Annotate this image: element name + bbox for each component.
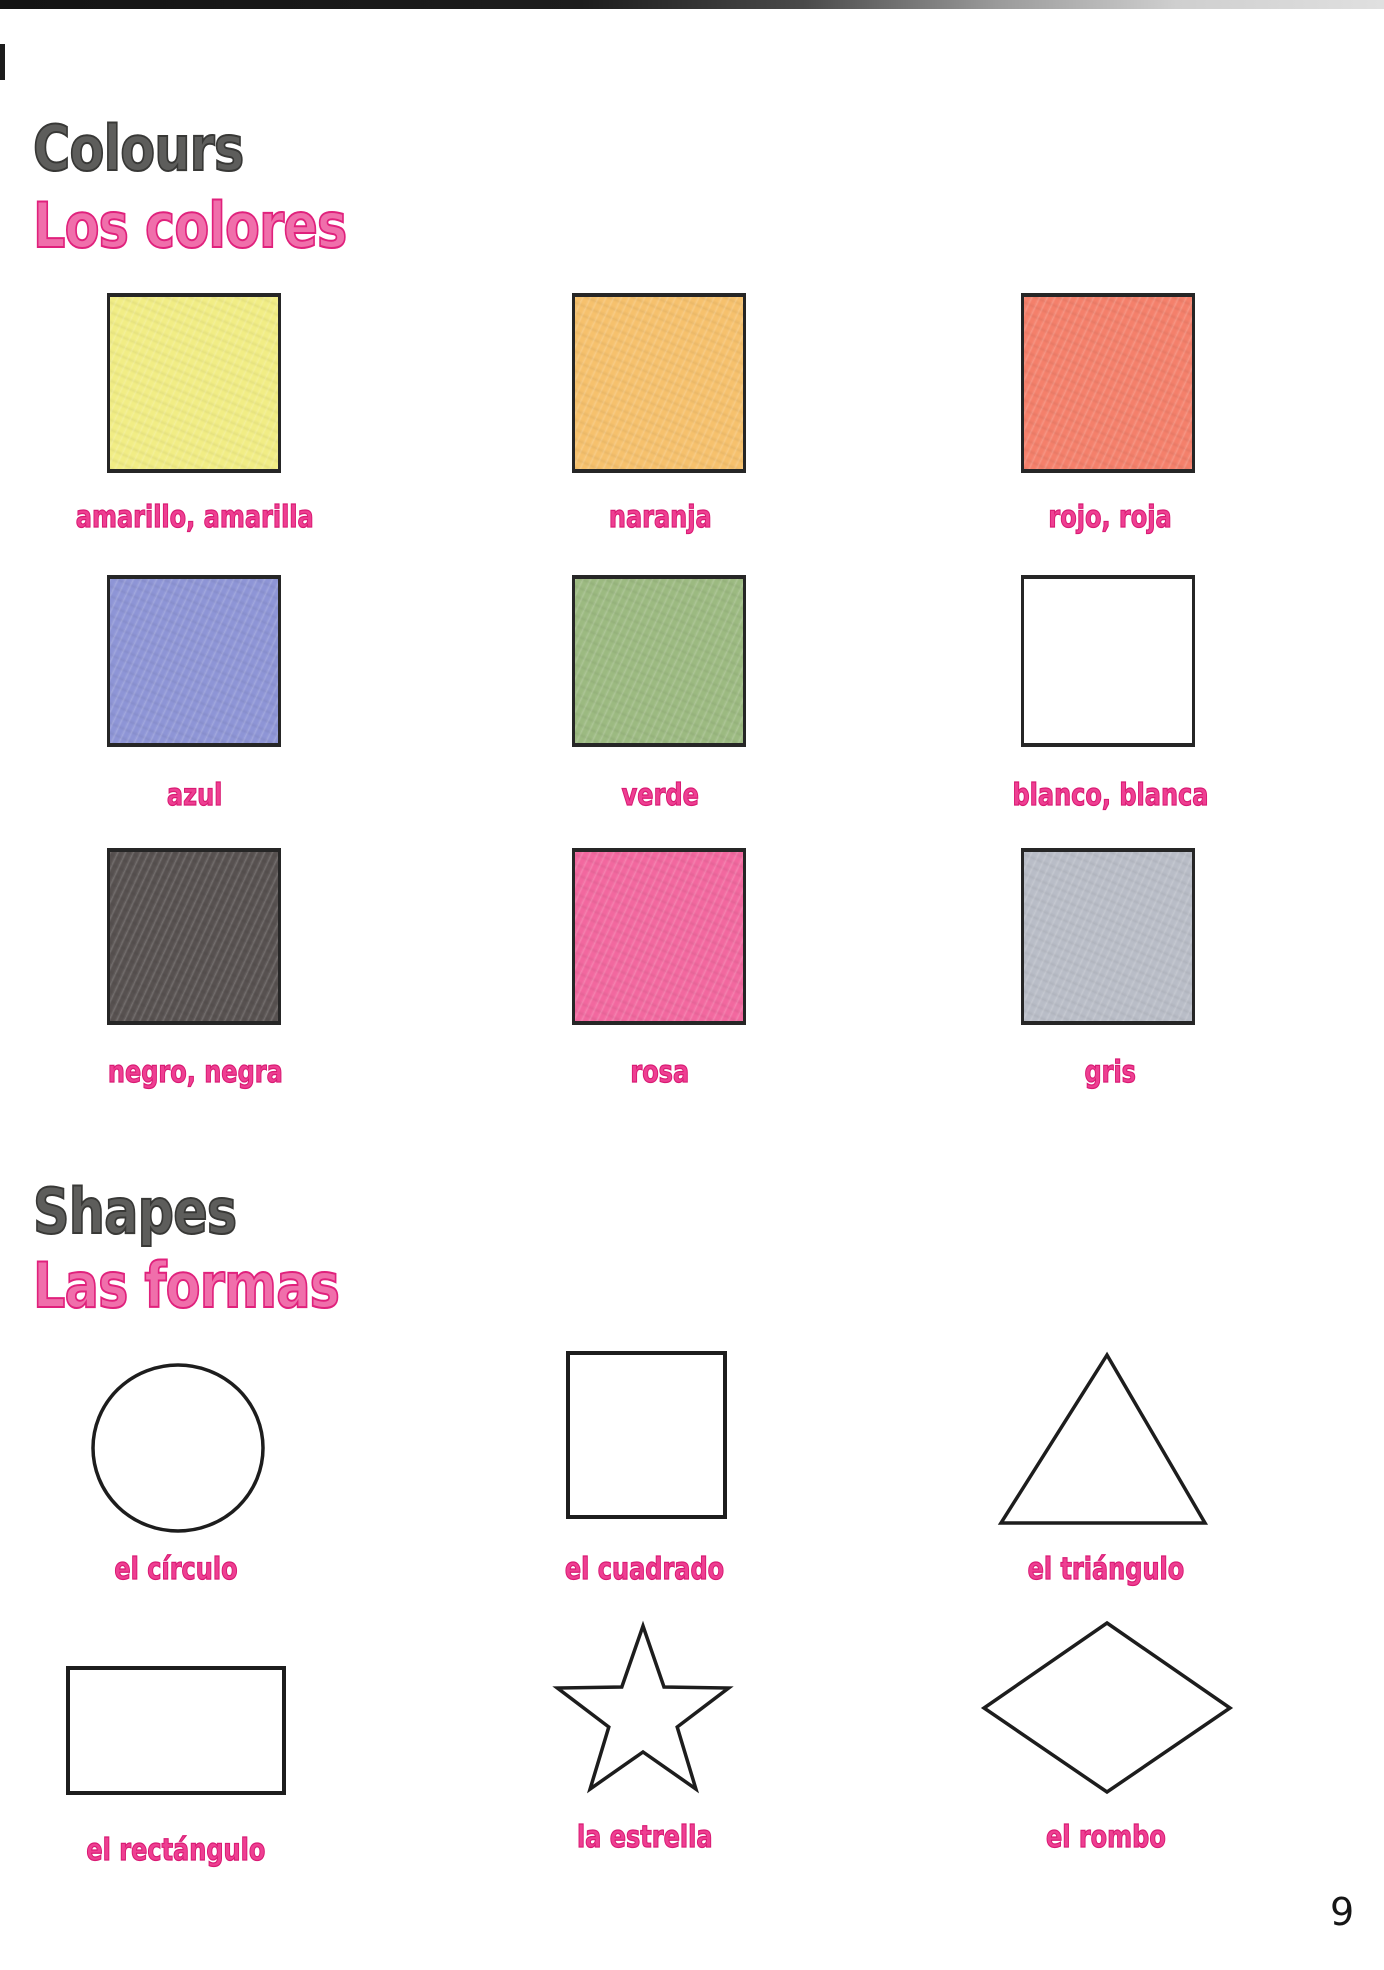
colours-heading-english: [33, 112, 290, 185]
shapes-heading-english: [33, 1175, 281, 1248]
page-number: 9: [1330, 1890, 1355, 1934]
shape-label-triangulo-text: el triángulo: [1027, 1552, 1185, 1587]
swatch-green: [572, 575, 746, 747]
colours-heading-english-text: Colours: [33, 112, 244, 185]
colour-label-naranja-text: naranja: [608, 500, 712, 535]
shape-label-rectangulo: [0, 1833, 371, 1869]
left-edge-scan-mark: [0, 44, 5, 80]
shape-label-rombo: [911, 1820, 1301, 1856]
star-shape: [545, 1618, 741, 1804]
shape-label-circulo: [0, 1552, 371, 1588]
swatch-black: [107, 848, 281, 1025]
swatch-grey: [1021, 848, 1195, 1025]
colour-label-verde-text: verde: [621, 778, 699, 813]
square-shape: [564, 1349, 730, 1522]
colour-label-amarillo: [0, 500, 390, 536]
colour-label-rojo-text: rojo, roja: [1048, 500, 1172, 535]
colour-label-blanco-text: blanco, blanca: [1011, 778, 1208, 813]
shape-label-rectangulo-text: el rectángulo: [86, 1833, 266, 1868]
colour-label-gris-text: gris: [1084, 1055, 1136, 1090]
shapes-heading-english-text: Shapes: [33, 1175, 237, 1248]
swatch-red: [1021, 293, 1195, 473]
colour-label-rosa-text: rosa: [630, 1055, 690, 1090]
circle-shape: [88, 1360, 268, 1536]
swatch-blue: [107, 575, 281, 747]
colour-label-gris: [915, 1055, 1305, 1091]
colour-label-negro-text: negro, negra: [107, 1055, 283, 1090]
swatch-yellow: [107, 293, 281, 473]
shape-label-estrella: [450, 1820, 840, 1856]
shape-label-rombo-text: el rombo: [1046, 1820, 1166, 1855]
colour-label-azul-text: azul: [167, 778, 223, 813]
swatch-pink: [572, 848, 746, 1025]
swatch-orange: [572, 293, 746, 473]
colour-label-negro: [0, 1055, 390, 1091]
triangle-shape: [995, 1347, 1217, 1529]
shape-label-circulo-text: el círculo: [114, 1552, 238, 1587]
colour-label-amarillo-text: amarillo, amarilla: [75, 500, 314, 535]
shape-label-cuadrado: [450, 1552, 840, 1588]
shape-label-estrella-text: la estrella: [577, 1820, 713, 1855]
top-scan-bar: [0, 0, 1384, 9]
colour-label-naranja: [465, 500, 855, 536]
shape-label-cuadrado-text: el cuadrado: [565, 1552, 725, 1587]
shapes-heading-spanish-text: Las formas: [33, 1249, 340, 1322]
colour-label-rojo: [915, 500, 1305, 536]
colour-label-azul: [0, 778, 390, 814]
rectangle-shape: [64, 1664, 290, 1798]
colour-label-rosa: [465, 1055, 855, 1091]
rhombus-shape: [976, 1615, 1238, 1801]
shapes-heading-spanish: [33, 1249, 406, 1322]
shape-label-triangulo: [911, 1552, 1301, 1588]
colour-label-verde: [465, 778, 855, 814]
colours-heading-spanish-text: Los colores: [33, 189, 347, 262]
colours-heading-spanish: [33, 189, 415, 262]
colour-label-blanco: [915, 778, 1305, 814]
swatch-white: [1021, 575, 1195, 747]
